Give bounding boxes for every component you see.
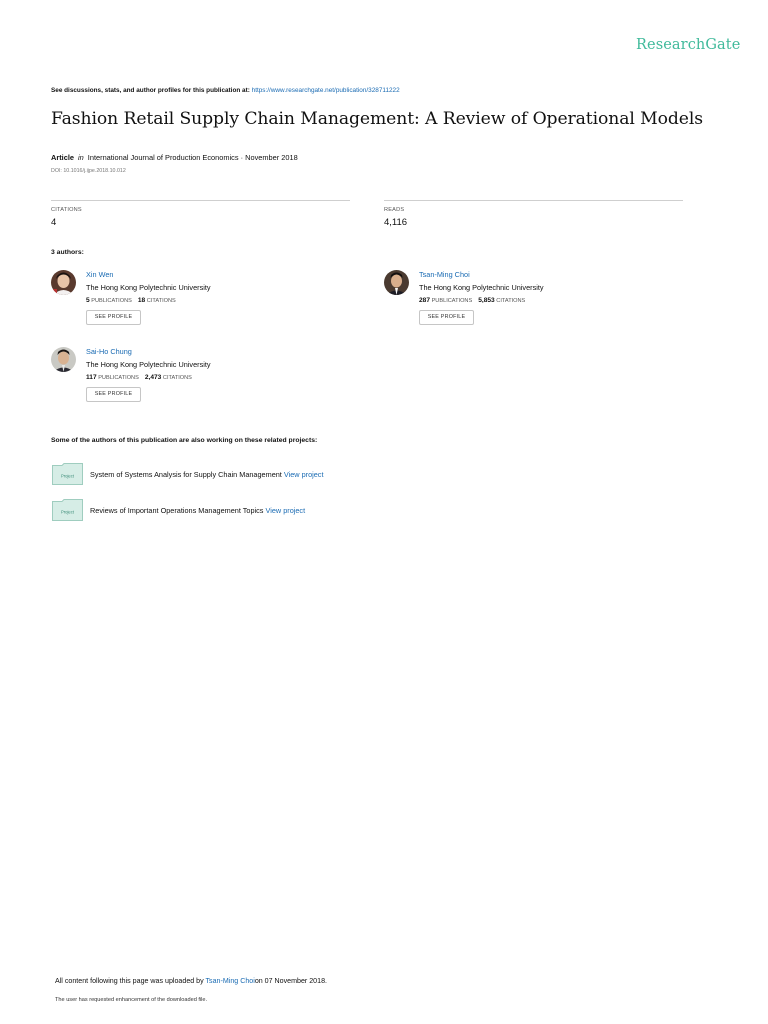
related-projects-heading: Some of the authors of this publication are also working on these related projects:	[51, 437, 318, 444]
project-folder-icon	[52, 463, 83, 485]
researchgate-logo[interactable]: ResearchGate	[636, 37, 741, 53]
enhancement-note: The user has requested enhancement of the downloaded file.	[55, 997, 208, 1003]
avatar[interactable]	[51, 270, 76, 295]
see-profile-button[interactable]: SEE PROFILE	[86, 387, 141, 402]
project-title-line	[90, 506, 305, 515]
project-item	[52, 499, 472, 523]
author-stats	[86, 297, 176, 304]
publications-count: 287	[419, 297, 431, 304]
publications-count: 117	[86, 374, 97, 381]
author-stats	[419, 297, 525, 304]
author-institution: The Hong Kong Polytechnic University	[86, 283, 211, 292]
author-institution: The Hong Kong Polytechnic University	[86, 360, 211, 369]
uploader-link[interactable]: Tsan-Ming Choi	[205, 977, 255, 985]
author-name-link[interactable]: Sai-Ho Chung	[86, 347, 132, 356]
article-type: Article	[51, 153, 75, 162]
see-discussions-line	[51, 87, 400, 94]
author-card-xin-wen	[51, 270, 351, 340]
author-stats	[86, 374, 192, 381]
citations-count: 5,853	[478, 297, 495, 304]
see-discussions-text: See discussions, stats, and author profiles for this publication at:	[51, 87, 250, 94]
project-title-line	[90, 470, 324, 479]
author-card-sai-ho-chung	[51, 347, 351, 417]
citations-count: 2,473	[144, 374, 162, 381]
project-title: System of Systems Analysis for Supply Chain Management	[90, 470, 282, 479]
project-icon-label: Project	[60, 509, 75, 515]
doi: DOI: 10.1016/j.ijpe.2018.10.012	[51, 168, 126, 174]
authors-heading: 3 authors:	[51, 249, 84, 256]
citations-count: 18	[137, 297, 146, 304]
author-name-link[interactable]: Tsan-Ming Choi	[419, 270, 470, 279]
citations-label: CITATIONS	[162, 375, 192, 381]
project-item	[52, 463, 472, 487]
uploaded-prefix: All content following this page was uploaded by	[55, 977, 204, 985]
publications-label: PUBLICATIONS	[91, 298, 132, 304]
citations-label: CITATIONS	[146, 298, 176, 304]
see-profile-button[interactable]: SEE PROFILE	[86, 310, 141, 325]
reads-label: READS	[384, 207, 405, 213]
author-name-link[interactable]: Xin Wen	[86, 270, 114, 279]
citations-label: CITATIONS	[496, 298, 526, 304]
avatar[interactable]	[51, 347, 76, 372]
project-title: Reviews of Important Operations Management Topics	[90, 506, 264, 515]
journal-info: International Journal of Production Economics · November 2018	[87, 153, 298, 162]
author-institution: The Hong Kong Polytechnic University	[419, 283, 544, 292]
article-in: in	[78, 153, 84, 162]
author-card-tsan-ming-choi	[384, 270, 684, 340]
avatar[interactable]	[384, 270, 409, 295]
publications-count: 5	[86, 297, 90, 304]
reads-count: 4,116	[384, 217, 408, 228]
project-folder-icon	[52, 499, 83, 521]
citations-label: CITATIONS	[51, 207, 82, 213]
article-info	[51, 153, 298, 162]
view-project-link[interactable]: View project	[283, 470, 324, 479]
publication-url-link[interactable]: https://www.researchgate.net/publication/328711222	[251, 87, 400, 94]
publications-label: PUBLICATIONS	[431, 298, 473, 304]
view-project-link[interactable]: View project	[265, 506, 306, 515]
uploaded-suffix: on 07 November 2018.	[254, 977, 327, 985]
see-profile-button[interactable]: SEE PROFILE	[419, 310, 474, 325]
project-icon-label: Project	[60, 473, 75, 479]
reads-divider	[384, 200, 683, 201]
citations-count: 4	[51, 217, 57, 228]
uploaded-by-line	[55, 977, 327, 985]
publications-label: PUBLICATIONS	[98, 375, 139, 381]
publication-title: Fashion Retail Supply Chain Management: A Review of Operational Models	[51, 109, 703, 129]
citations-divider	[51, 200, 350, 201]
